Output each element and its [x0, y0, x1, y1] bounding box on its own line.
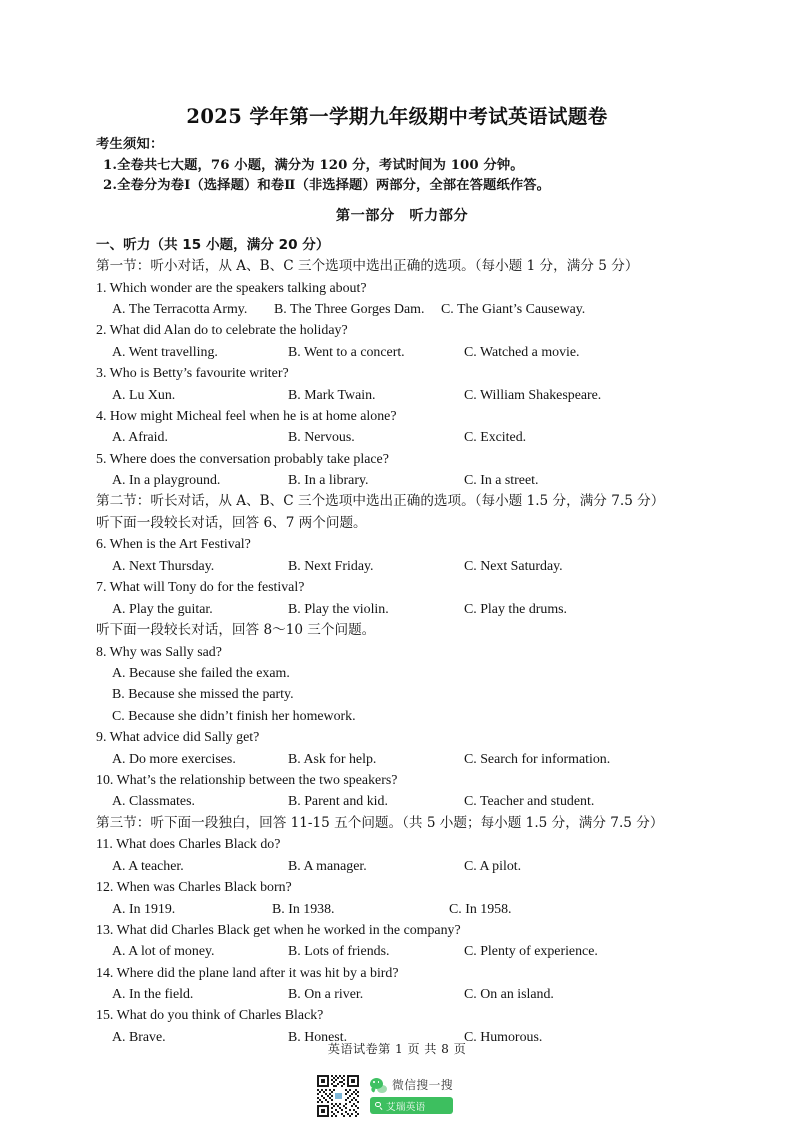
option-b[interactable]: B. In 1938.	[272, 901, 335, 917]
option-b[interactable]: B. Mark Twain.	[288, 387, 376, 403]
question-stem: 14. Where did the plane land after it was hit by a bird?	[96, 965, 399, 981]
option-b[interactable]: B. Went to a concert.	[288, 344, 405, 360]
page-footer: 英语试卷第 1 页 共 8 页	[327, 1042, 467, 1056]
option-c[interactable]: C. A pilot.	[464, 858, 522, 874]
wechat-icon	[370, 1078, 387, 1093]
option-c[interactable]: C. Humorous.	[464, 1029, 543, 1045]
question-options	[96, 427, 708, 448]
question-stem: 2. What did Alan do to celebrate the holiday?	[96, 323, 348, 339]
part-title: 第一部分 听力部分	[335, 208, 469, 224]
option-b[interactable]: B. On a river.	[288, 987, 364, 1003]
question-stem: 8. Why was Sally sad?	[96, 644, 222, 660]
option-c[interactable]: C. Search for information.	[464, 751, 611, 767]
question-stem: 15. What do you think of Charles Black?	[96, 1008, 324, 1024]
question-options	[96, 385, 708, 406]
question-options	[96, 749, 708, 770]
question-stem: 10. What’s the relationship between the two speakers?	[96, 773, 398, 788]
option-c[interactable]: C. Because she didn’t finish her homework.	[112, 708, 356, 724]
page-title: 2025 学年第一学期九年级期中考试英语试题卷	[186, 105, 608, 128]
subsection-two-directions: 第二节：听长对话，从 A、B、C 三个选项中选出正确的选项。（每小题 1.5 分，满分 7.5 分）	[96, 493, 665, 510]
question-options	[96, 599, 708, 620]
option-b[interactable]: B. Honest.	[288, 1029, 348, 1045]
question-stem: 5. Where does the conversation probably take place?	[96, 451, 389, 467]
subsection-one-directions: 第一节：听小对话，从 A、B、C 三个选项中选出正确的选项。（每小题 1 分，满分 5 分）	[96, 258, 639, 274]
option-a[interactable]: A. In 1919.	[112, 901, 176, 917]
question-stem: 3. Who is Betty’s favourite writer?	[96, 366, 289, 382]
option-a[interactable]: A. A teacher.	[112, 858, 184, 874]
option-a[interactable]: A. In a playground.	[112, 473, 221, 489]
question-stem: 13. What did Charles Black get when he worked in the company?	[96, 922, 461, 938]
option-a[interactable]: A. A lot of money.	[112, 944, 215, 960]
option-b[interactable]: B. In a library.	[288, 473, 369, 489]
question-options	[96, 299, 708, 320]
document-body	[96, 136, 708, 1048]
promo-title: 微信搜一搜	[392, 1078, 453, 1092]
question-options	[96, 941, 708, 962]
option-a[interactable]: A. Because she failed the exam.	[112, 665, 290, 681]
wechat-promo	[315, 1072, 475, 1120]
question-stem: 1. Which wonder are the speakers talking about?	[96, 280, 367, 296]
wechat-search-button[interactable]	[370, 1097, 453, 1114]
option-c[interactable]: C. Excited.	[464, 430, 527, 446]
search-icon	[375, 1102, 383, 1110]
question-stem: 12. When was Charles Black born?	[96, 880, 292, 896]
question-options	[96, 856, 708, 877]
option-c[interactable]: C. In a street.	[464, 473, 539, 489]
option-b[interactable]: B. Next Friday.	[288, 558, 374, 574]
option-c[interactable]: C. On an island.	[464, 987, 554, 1003]
option-b[interactable]: B. Ask for help.	[288, 751, 377, 767]
option-a[interactable]: A. Play the guitar.	[112, 601, 213, 617]
promo-content	[370, 1078, 453, 1114]
qr-code-icon	[315, 1073, 361, 1119]
question-stem: 6. When is the Art Festival?	[96, 537, 251, 553]
option-b[interactable]: B. The Three Gorges Dam.	[274, 301, 425, 317]
option-c[interactable]: C. William Shakespeare.	[464, 387, 602, 403]
option-b[interactable]: B. Nervous.	[288, 430, 355, 446]
promo-header	[370, 1078, 453, 1093]
option-c[interactable]: C. Teacher and student.	[464, 794, 595, 810]
question-options	[96, 556, 708, 577]
question-options	[96, 899, 708, 920]
question-options	[96, 342, 708, 363]
option-a[interactable]: A. Went travelling.	[112, 344, 218, 360]
subsection-three-directions: 第三节：听下面一段独白，回答 11-15 五个问题。（共 5 小题；每小题 1.5 分，满分 7.5 分）	[96, 814, 664, 831]
option-b[interactable]: B. Lots of friends.	[288, 944, 390, 960]
search-keyword: 艾瑞英语	[386, 1101, 426, 1113]
notice-item-1: 1.全卷共七大题，76 小题，满分为 120 分，考试时间为 100 分钟。	[103, 158, 524, 173]
question-stem: 11. What does Charles Black do?	[96, 837, 281, 853]
notice-heading: 考生须知：	[96, 137, 164, 152]
option-a[interactable]: A. Classmates.	[112, 794, 195, 810]
listening-direction-8-10: 听下面一段较长对话，回答 8～10 三个问题。	[96, 622, 376, 639]
option-b[interactable]: B. Play the violin.	[288, 601, 389, 617]
option-a[interactable]: A. The Terracotta Army.	[112, 301, 248, 317]
option-c[interactable]: C. Next Saturday.	[464, 558, 563, 574]
option-a[interactable]: A. Lu Xun.	[112, 387, 176, 403]
option-a[interactable]: A. In the field.	[112, 987, 194, 1003]
listening-direction-6-7: 听下面一段较长对话，回答 6、7 两个问题。	[96, 514, 367, 531]
option-c[interactable]: C. Plenty of experience.	[464, 944, 598, 960]
option-c[interactable]: C. Watched a movie.	[464, 344, 580, 360]
question-stem: 4. How might Micheal feel when he is at home alone?	[96, 408, 397, 424]
question-options	[96, 984, 708, 1005]
option-c[interactable]: C. The Giant’s Causeway.	[441, 301, 586, 317]
option-a[interactable]: A. Brave.	[112, 1029, 166, 1045]
question-options	[96, 470, 708, 491]
question-stem: 7. What will Tony do for the festival?	[96, 580, 305, 596]
option-b[interactable]: B. Parent and kid.	[288, 794, 388, 810]
option-a[interactable]: A. Afraid.	[112, 430, 168, 446]
question-options	[96, 791, 708, 812]
option-c[interactable]: C. In 1958.	[449, 901, 512, 917]
notice-item-2: 2.全卷分为卷Ⅰ（选择题）和卷Ⅱ（非选择题）两部分，全部在答题纸作答。	[103, 178, 551, 193]
question-stem: 9. What advice did Sally get?	[96, 730, 260, 746]
option-c[interactable]: C. Play the drums.	[464, 601, 568, 617]
option-b[interactable]: B. A manager.	[288, 858, 367, 874]
option-a[interactable]: A. Next Thursday.	[112, 558, 215, 574]
option-a[interactable]: A. Do more exercises.	[112, 751, 236, 767]
option-b[interactable]: B. Because she missed the party.	[112, 687, 294, 703]
section-heading-listening: 一、听力（共 15 小题，满分 20 分）	[96, 237, 330, 253]
